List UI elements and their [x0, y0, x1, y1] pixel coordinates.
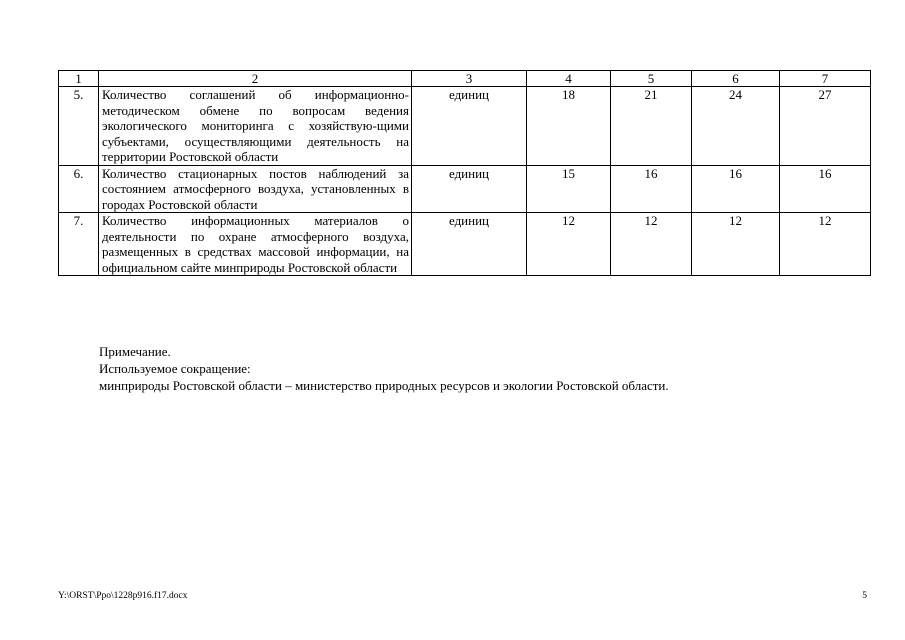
row-description: Количество соглашений об информационно-методическом обмене по вопросам ведения экологического мониторинга с хозяйствую-щими субъектами, осуществляющими деятельность на территории Ростовской области: [99, 87, 412, 166]
note-block: [99, 343, 799, 394]
header-cell: 6: [692, 71, 780, 87]
row-value: 18: [527, 87, 611, 166]
indicators-table: [58, 70, 871, 276]
header-cell: 2: [99, 71, 412, 87]
row-value: 16: [692, 165, 780, 213]
table-row: [59, 165, 871, 213]
row-value: 21: [611, 87, 692, 166]
row-value: 27: [780, 87, 871, 166]
row-value: 12: [611, 213, 692, 276]
header-cell: 7: [780, 71, 871, 87]
note-subtitle: Используемое сокращение:: [99, 361, 251, 376]
row-value: 12: [692, 213, 780, 276]
row-value: 12: [527, 213, 611, 276]
row-value: 16: [780, 165, 871, 213]
table-row: [59, 87, 871, 166]
header-cell: 1: [59, 71, 99, 87]
header-cell: 4: [527, 71, 611, 87]
page-number: 5: [862, 591, 867, 601]
footer-file-path: Y:\ORST\Ppo\1228p916.f17.docx: [58, 591, 188, 601]
table-row: [59, 213, 871, 276]
row-unit: единиц: [412, 213, 527, 276]
row-value: 16: [611, 165, 692, 213]
header-cell: 5: [611, 71, 692, 87]
row-value: 15: [527, 165, 611, 213]
row-description: Количество стационарных постов наблюдений за состоянием атмосферного воздуха, установленных в городах Ростовской области: [99, 165, 412, 213]
row-value: 12: [780, 213, 871, 276]
row-number: 6.: [59, 165, 99, 213]
note-text: минприроды Ростовской области – министерство природных ресурсов и экологии Ростовской области.: [99, 378, 669, 393]
row-value: 24: [692, 87, 780, 166]
row-unit: единиц: [412, 165, 527, 213]
table-header-row: [59, 71, 871, 87]
header-cell: 3: [412, 71, 527, 87]
row-number: 7.: [59, 213, 99, 276]
row-description: Количество информационных материалов о деятельности по охране атмосферного воздуха, размещенных в средствах массовой информации, на официальном сайте минприроды Ростовской области: [99, 213, 412, 276]
note-title: Примечание.: [99, 344, 171, 359]
row-number: 5.: [59, 87, 99, 166]
row-unit: единиц: [412, 87, 527, 166]
